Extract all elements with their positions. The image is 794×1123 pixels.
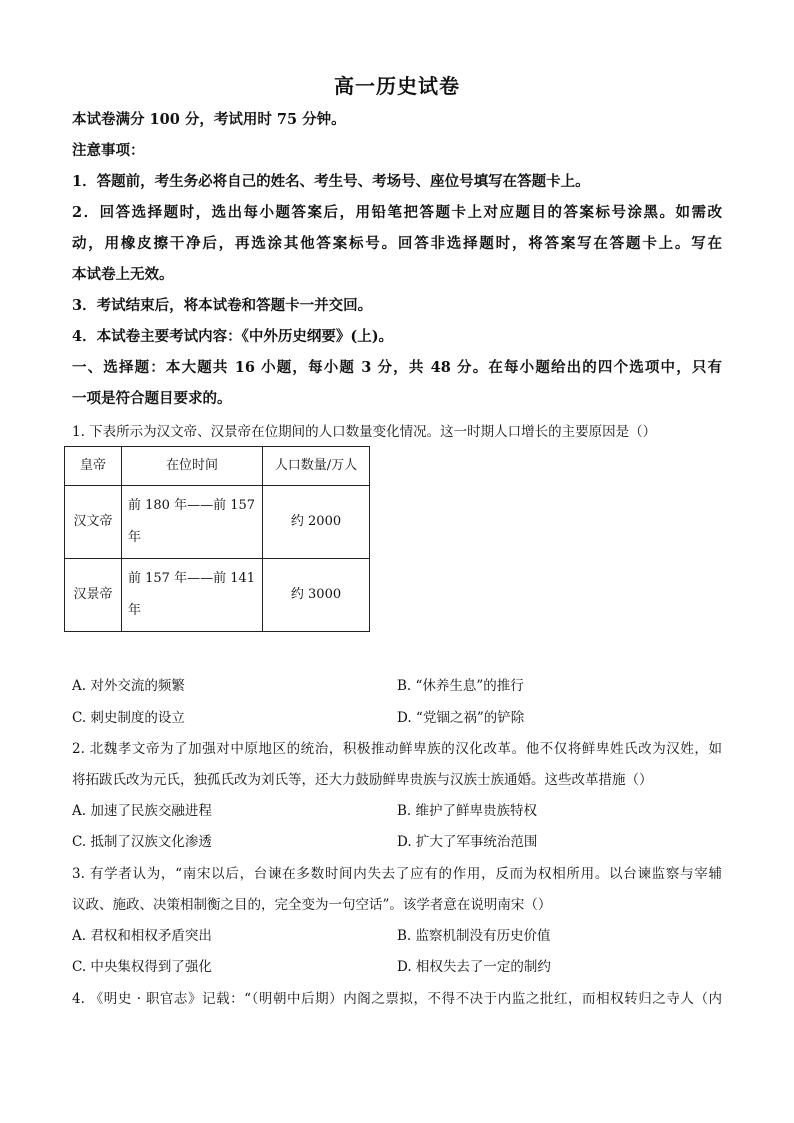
table-header-cell: 在位时间 [122, 447, 263, 486]
question-3-stem-line-1: 3. 有学者认为，“南宋以后，台谏在多数时间内失去了应有的作用，反而为权相所用。以台谏监察与宰辅 [72, 866, 722, 882]
table-cell-emperor: 汉景帝 [65, 559, 122, 632]
question-2-stem-line-2: 将拓跋氏改为元氏，独孤氏改为刘氏等，还大力鼓励鲜卑贵族与汉族士族通婚。这些改革措施（） [72, 772, 653, 788]
table-row [65, 486, 370, 559]
question-2-option-c: C. 抵制了汉族文化渗透 [72, 834, 212, 850]
table-header-cell: 人口数量/万人 [263, 447, 370, 486]
notice-item-2-line-3: 本试卷上无效。 [72, 266, 174, 283]
notice-item-1: 1．答题前，考生务必将自己的姓名、考生号、考场号、座位号填写在答题卡上。 [72, 173, 590, 190]
question-1-option-b: B. “休养生息”的推行 [397, 678, 524, 694]
table-cell-population: 约 2000 [263, 486, 370, 559]
question-3-option-c: C. 中央集权得到了强化 [72, 959, 212, 975]
question-2-option-d: D. 扩大了军事统治范围 [397, 834, 538, 850]
question-4-stem-line-1: 4. 《明史 · 职官志》记载：“（明朝中后期）内阁之票拟，不得不决于内监之批红，而相权转归之寺人（内 [72, 991, 722, 1007]
notice-item-4: 4．本试卷主要考试内容：《中外历史纲要》(上)。 [72, 328, 394, 345]
notice-item-3: 3．考试结束后，将本试卷和答题卡一并交回。 [72, 297, 373, 314]
table-row [65, 559, 370, 632]
question-2-option-a: A. 加速了民族交融进程 [72, 803, 212, 819]
question-1-option-c: C. 刺史制度的设立 [72, 710, 185, 726]
table-cell-reign: 前 180 年——前 157 年 [122, 486, 263, 559]
population-table [64, 446, 370, 632]
table-cell-emperor: 汉文帝 [65, 486, 122, 559]
question-1-option-d: D. “党锢之祸”的铲除 [397, 710, 525, 726]
table-header-cell: 皇帝 [65, 447, 122, 486]
question-3-stem-line-2: 议政、施政、决策相制衡之目的，完全变为一句空话”。该学者意在说明南宋（） [72, 897, 552, 913]
section-heading-line-2: 一项是符合题目要求的。 [72, 390, 232, 407]
question-3-option-a: A. 君权和相权矛盾突出 [72, 928, 212, 944]
table-cell-population: 约 3000 [263, 559, 370, 632]
question-3-option-b: B. 监察机制没有历史价值 [397, 928, 551, 944]
notice-item-2-line-2: 动，用橡皮擦干净后，再选涂其他答案标号。回答非选择题时，将答案写在答题卡上。写在 [72, 235, 722, 252]
table-cell-reign: 前 157 年——前 141 年 [122, 559, 263, 632]
table-header-row [65, 447, 370, 486]
question-2-option-b: B. 维护了鲜卑贵族特权 [397, 803, 538, 819]
question-1-stem: 1. 下表所示为汉文帝、汉景帝在位期间的人口数量变化情况。这一时期人口增长的主要原因是（） [72, 424, 657, 440]
page-title: 高一历史试卷 [334, 74, 460, 98]
section-heading-line-1: 一、选择题：本大题共 16 小题，每小题 3 分，共 48 分。在每小题给出的四个选项中，只有 [72, 359, 722, 376]
notice-heading: 注意事项： [72, 142, 145, 159]
question-3-option-d: D. 相权失去了一定的制约 [397, 959, 551, 975]
score-info: 本试卷满分 100 分，考试用时 75 分钟。 [72, 111, 346, 128]
notice-item-2-line-1: 2．回答选择题时，选出每小题答案后，用铅笔把答题卡上对应题目的答案标号涂黑。如需改 [72, 204, 722, 221]
question-1-option-a: A. 对外交流的频繁 [72, 678, 185, 694]
question-2-stem-line-1: 2. 北魏孝文帝为了加强对中原地区的统治，积极推动鲜卑族的汉化改革。他不仅将鲜卑姓氏改为汉姓，如 [72, 741, 722, 757]
